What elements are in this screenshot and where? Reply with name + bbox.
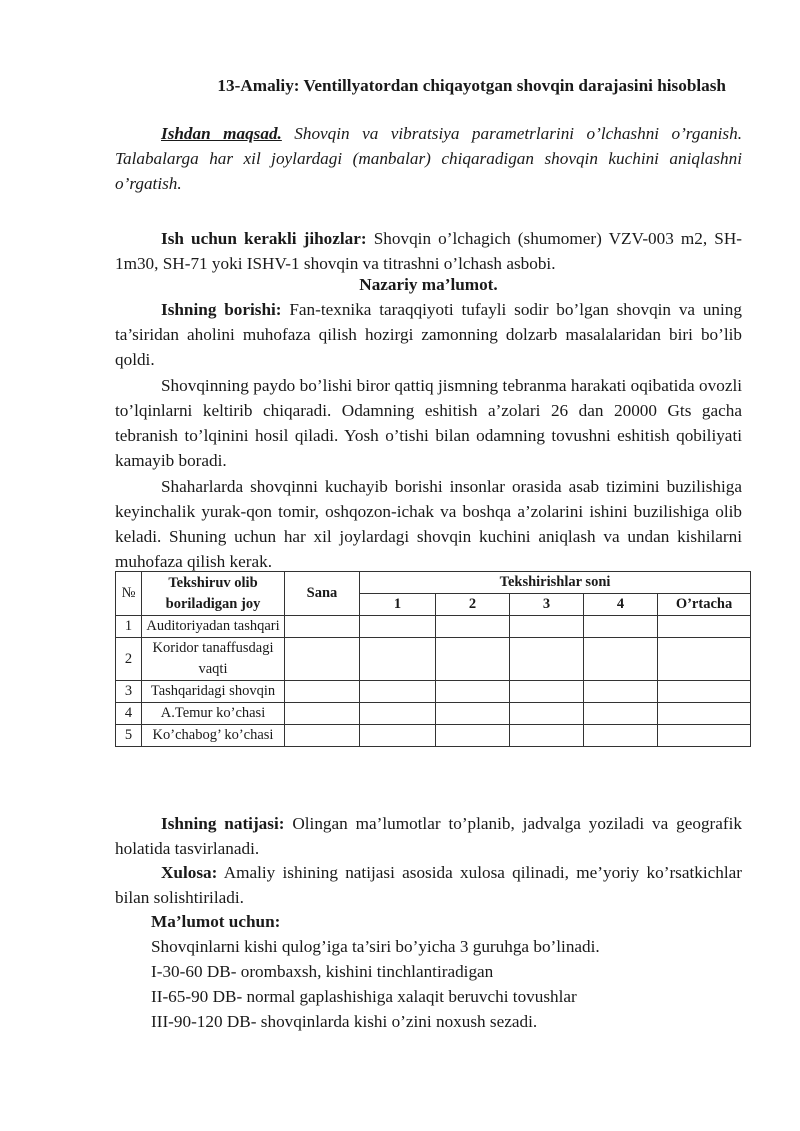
header-num: №: [116, 572, 142, 616]
table-row: [116, 725, 751, 747]
row-check-cell: [360, 703, 436, 725]
xulosa-text: Amaliy ishining natijasi asosida xulosa qilinadi, me’yoriy ko’rsatkichlar bilan solishtiriladi.: [115, 863, 742, 907]
malumot-heading: Ma’lumot uchun:: [151, 912, 281, 931]
row-check-cell: [510, 725, 584, 747]
row-num: 3: [116, 681, 142, 703]
header-check-1: 1: [360, 594, 436, 616]
table-row: [116, 616, 751, 638]
row-place: Tashqaridagi shovqin: [142, 681, 285, 703]
xulosa-label: Xulosa:: [161, 863, 218, 882]
maqsad-text: Shovqin va vibratsiya parametrlarini o’lchashni o’rganish. Talabalarga har xil joylardagi (manbalar) chiqaradigan shovqin kuchini aniqlashni o’rgatish.: [115, 124, 742, 193]
jihozlar-label: Ish uchun kerakli jihozlar:: [161, 229, 367, 248]
row-check-cell: [436, 638, 510, 681]
row-check-cell: [360, 616, 436, 638]
row-check-cell: [584, 638, 658, 681]
jihozlar-text: Shovqin o’lchagich (shumomer) VZV-003 m2, SH-1m30, SH-71 yoki ISHV-1 shovqin va titrashni o’lchash asbobi.: [115, 229, 742, 273]
row-check-cell: [510, 638, 584, 681]
row-check-cell: [584, 703, 658, 725]
row-num: 5: [116, 725, 142, 747]
natijasi-label: Ishning natijasi:: [161, 814, 285, 833]
malumot-line-4: III-90-120 DB- shovqinlarda kishi o’zini noxush sezadi.: [151, 1012, 538, 1031]
row-place: Ko’chabog’ ko’chasi: [142, 725, 285, 747]
row-check-cell: [436, 725, 510, 747]
row-num: 1: [116, 616, 142, 638]
row-check-cell: [584, 725, 658, 747]
paragraph-3: Shaharlarda shovqinni kuchayib borishi insonlar orasida asab tizimini buzilishiga keyinchalik yurak-qon tomir, oshqozon-ichak va boshqa a’zolarini ishini buzilishiga olib keladi. Shuning uchun har xil joylardagi shovqin kuchini aniqlash va undan kishilarni muhofaza qilish kerak.: [115, 477, 742, 571]
row-place: Koridor tanaffusdagi vaqti: [142, 638, 285, 681]
malumot-line-1: Shovqinlarni kishi qulog’iga ta’siri bo’yicha 3 guruhga bo’linadi.: [151, 937, 600, 956]
borishi-label: Ishning borishi:: [161, 300, 282, 319]
header-place: Tekshiruv olib boriladigan joy: [142, 572, 285, 616]
nazariy-heading: Nazariy ma’lumot.: [359, 275, 498, 294]
row-date-cell: [285, 616, 360, 638]
page-title: 13-Amaliy: Ventillyatordan chiqayotgan shovqin darajasini hisoblash: [217, 76, 726, 95]
header-check-4: 4: [584, 594, 658, 616]
row-check-cell: [510, 616, 584, 638]
maqsad-paragraph: [115, 121, 742, 196]
row-place: A.Temur ko’chasi: [142, 703, 285, 725]
row-check-cell: [510, 703, 584, 725]
row-average-cell: [658, 703, 751, 725]
table-row: [116, 681, 751, 703]
measurement-table: [115, 571, 751, 747]
row-average-cell: [658, 638, 751, 681]
row-date-cell: [285, 725, 360, 747]
row-average-cell: [658, 681, 751, 703]
row-check-cell: [360, 725, 436, 747]
header-average: O’rtacha: [658, 594, 751, 616]
header-check-3: 3: [510, 594, 584, 616]
header-date: Sana: [285, 572, 360, 616]
malumot-line-3: II-65-90 DB- normal gaplashishiga xalaqit beruvchi tovushlar: [151, 987, 577, 1006]
row-average-cell: [658, 725, 751, 747]
xulosa-paragraph: [115, 860, 742, 910]
row-average-cell: [658, 616, 751, 638]
row-check-cell: [510, 681, 584, 703]
row-check-cell: [584, 616, 658, 638]
row-place: Auditoriyadan tashqari: [142, 616, 285, 638]
row-check-cell: [360, 638, 436, 681]
table-row: [116, 638, 751, 681]
row-check-cell: [360, 681, 436, 703]
row-num: 4: [116, 703, 142, 725]
row-date-cell: [285, 681, 360, 703]
row-date-cell: [285, 638, 360, 681]
natijasi-paragraph: [115, 811, 742, 861]
row-check-cell: [436, 616, 510, 638]
borishi-text: Fan-texnika taraqqiyoti tufayli sodir bo’lgan shovqin va uning ta’siridan aholini muhofaza qilish hozirgi zamonning dolzarb masalalaridan biri bo’lib qoldi.: [115, 300, 742, 369]
row-num: 2: [116, 638, 142, 681]
table-row: [116, 703, 751, 725]
header-checks: Tekshirishlar soni: [360, 572, 751, 594]
row-check-cell: [584, 681, 658, 703]
header-check-2: 2: [436, 594, 510, 616]
natijasi-text: Olingan ma’lumotlar to’planib, jadvalga yoziladi va geografik holatida tasvirlanadi.: [115, 814, 742, 858]
malumot-line-2: I-30-60 DB- orombaxsh, kishini tinchlantiradigan: [151, 962, 494, 981]
row-date-cell: [285, 703, 360, 725]
paragraph-2: Shovqinning paydo bo’lishi biror qattiq jismning tebranma harakati oqibatida ovozli to’lqinlarni keltirib chiqaradi. Odamning eshitish a’zolari 26 dan 20000 Gts gacha tebranish to’lqinini hosil qiladi. Yosh o’tishi bilan odamning tovushni eshitish qobiliyati kamayib boradi.: [115, 376, 742, 470]
row-check-cell: [436, 681, 510, 703]
jihozlar-paragraph: [115, 226, 742, 276]
maqsad-label: Ishdan maqsad.: [161, 124, 282, 143]
row-check-cell: [436, 703, 510, 725]
borishi-paragraph: [115, 297, 742, 372]
